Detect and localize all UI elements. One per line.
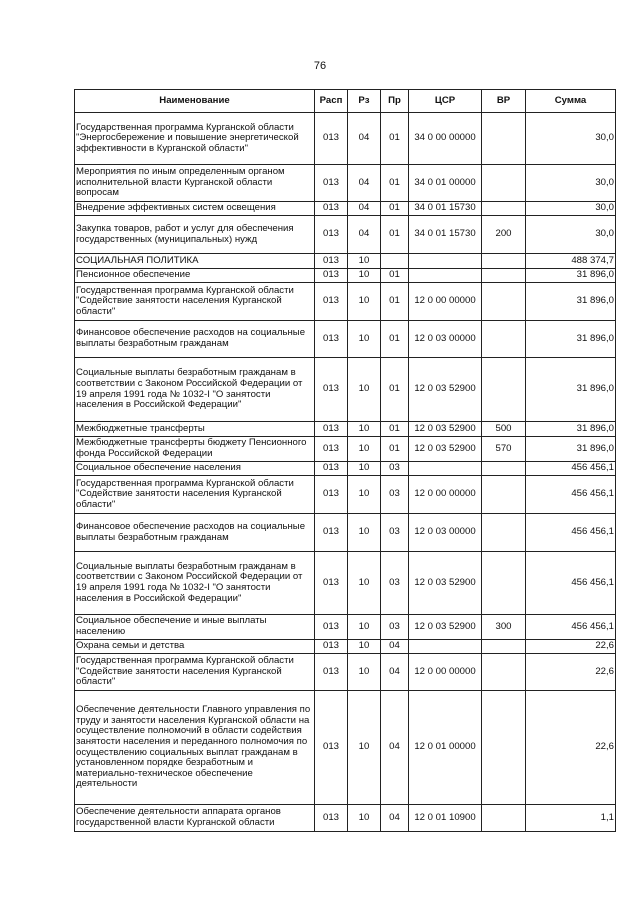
row-pr: 01 [381,113,409,165]
row-rasp: 013 [315,640,348,654]
row-rasp: 013 [315,269,348,283]
row-sum: 456 456,1 [526,552,616,615]
row-name: СОЦИАЛЬНАЯ ПОЛИТИКА [75,254,315,269]
row-pr: 01 [381,165,409,202]
row-rz: 04 [348,216,381,254]
row-rasp: 013 [315,552,348,615]
row-name: Внедрение эффективных систем освещения [75,202,315,216]
row-csr: 12 0 03 52900 [409,552,482,615]
row-rasp: 013 [315,165,348,202]
row-sum: 31 896,0 [526,358,616,422]
row-vr [482,640,526,654]
column-header-rasp: Расп [315,90,348,113]
table-row [75,654,616,691]
row-rasp: 013 [315,216,348,254]
row-sum: 22,6 [526,691,616,805]
row-vr: 300 [482,615,526,640]
row-vr [482,321,526,358]
row-rasp: 013 [315,691,348,805]
row-rasp: 013 [315,437,348,462]
table-row [75,514,616,552]
row-rasp: 013 [315,476,348,514]
column-header-vr: ВР [482,90,526,113]
row-sum: 22,6 [526,654,616,691]
column-header-rz: Рз [348,90,381,113]
row-rasp: 013 [315,462,348,476]
row-rz: 10 [348,640,381,654]
table-row [75,358,616,422]
row-pr: 04 [381,805,409,832]
row-pr: 01 [381,269,409,283]
row-rasp: 013 [315,113,348,165]
row-vr: 500 [482,422,526,437]
table-row [75,113,616,165]
row-rz: 10 [348,321,381,358]
row-csr: 12 0 03 52900 [409,422,482,437]
row-sum: 456 456,1 [526,615,616,640]
row-csr [409,254,482,269]
table-row [75,691,616,805]
table-row [75,615,616,640]
row-sum: 1,1 [526,805,616,832]
row-name: Государственная программа Курганской области "Энергосбережение и повышение энергетической эффективности в Курганской области" [75,113,315,165]
row-pr: 01 [381,358,409,422]
row-sum: 31 896,0 [526,437,616,462]
row-sum: 31 896,0 [526,269,616,283]
row-pr [381,254,409,269]
row-sum: 30,0 [526,202,616,216]
row-sum: 456 456,1 [526,462,616,476]
row-rz: 10 [348,269,381,283]
row-rz: 04 [348,165,381,202]
row-rz: 10 [348,254,381,269]
row-vr [482,254,526,269]
row-csr: 12 0 03 52900 [409,437,482,462]
row-vr [482,358,526,422]
row-pr: 03 [381,615,409,640]
row-vr [482,654,526,691]
row-csr: 34 0 01 15730 [409,216,482,254]
row-sum: 22,6 [526,640,616,654]
row-name: Обеспечение деятельности Главного управления по труду и занятости населения Курганской области на осуществление полномочий в области содействия занятости населения и переданного полномочия по осуществлению социальных выплат гражданам в установленном порядке безработным и материально-техническое обеспечение деятельности [75,691,315,805]
row-rz: 10 [348,615,381,640]
table-row [75,552,616,615]
row-csr: 12 0 03 52900 [409,358,482,422]
row-name: Социальное обеспечение и иные выплаты населению [75,615,315,640]
row-rz: 04 [348,202,381,216]
row-csr [409,462,482,476]
row-rasp: 013 [315,422,348,437]
row-pr: 01 [381,321,409,358]
row-csr: 12 0 00 00000 [409,283,482,321]
row-name: Пенсионное обеспечение [75,269,315,283]
row-rasp: 013 [315,805,348,832]
row-sum: 30,0 [526,216,616,254]
column-header-name: Наименование [75,90,315,113]
row-csr: 12 0 00 00000 [409,476,482,514]
row-rasp: 013 [315,358,348,422]
page-number: 76 [313,60,327,72]
column-header-sum: Сумма [526,90,616,113]
row-rz: 10 [348,514,381,552]
row-rasp: 013 [315,514,348,552]
row-rasp: 013 [315,254,348,269]
row-csr: 34 0 01 15730 [409,202,482,216]
row-csr [409,269,482,283]
row-csr: 12 0 01 00000 [409,691,482,805]
row-rasp: 013 [315,202,348,216]
row-vr [482,269,526,283]
row-csr [409,640,482,654]
row-pr: 03 [381,514,409,552]
row-name: Межбюджетные трансферты бюджету Пенсионного фонда Российской Федерации [75,437,315,462]
table-row [75,283,616,321]
row-sum: 31 896,0 [526,321,616,358]
row-rasp: 013 [315,321,348,358]
table-row [75,269,616,283]
row-csr: 34 0 01 00000 [409,165,482,202]
row-pr: 03 [381,552,409,615]
row-vr [482,514,526,552]
row-name: Социальные выплаты безработным гражданам в соответствии с Законом Российской Федерации от 19 апреля 1991 года № 1032-I "О занятости населения в Российской Федерации" [75,552,315,615]
row-vr [482,202,526,216]
row-rz: 10 [348,476,381,514]
row-rz: 10 [348,283,381,321]
table-row [75,254,616,269]
column-header-pr: Пр [381,90,409,113]
row-pr: 04 [381,691,409,805]
table-row [75,422,616,437]
row-rz: 10 [348,358,381,422]
row-rz: 04 [348,113,381,165]
row-name: Социальные выплаты безработным гражданам в соответствии с Законом Российской Федерации от 19 апреля 1991 года № 1032-I "О занятости населения в Российской Федерации" [75,358,315,422]
row-vr [482,552,526,615]
row-rasp: 013 [315,654,348,691]
row-pr: 03 [381,476,409,514]
row-vr [482,113,526,165]
row-sum: 456 456,1 [526,514,616,552]
row-name: Закупка товаров, работ и услуг для обеспечения государственных (муниципальных) нужд [75,216,315,254]
row-pr: 01 [381,437,409,462]
table-row [75,437,616,462]
row-name: Охрана семьи и детства [75,640,315,654]
row-csr: 12 0 01 10900 [409,805,482,832]
row-name: Государственная программа Курганской области "Содействие занятости населения Курганской области" [75,654,315,691]
row-rz: 10 [348,437,381,462]
row-vr [482,165,526,202]
row-vr: 570 [482,437,526,462]
row-csr: 12 0 03 00000 [409,514,482,552]
row-vr [482,462,526,476]
row-sum: 488 374,7 [526,254,616,269]
row-csr: 34 0 00 00000 [409,113,482,165]
row-name: Обеспечение деятельности аппарата органов государственной власти Курганской области [75,805,315,832]
row-csr: 12 0 03 00000 [409,321,482,358]
row-name: Мероприятия по иным определенным органом исполнительной власти Курганской области вопросам [75,165,315,202]
row-sum: 30,0 [526,165,616,202]
table-row [75,640,616,654]
row-rz: 10 [348,805,381,832]
row-vr [482,283,526,321]
row-name: Социальное обеспечение населения [75,462,315,476]
row-csr: 12 0 00 00000 [409,654,482,691]
row-sum: 30,0 [526,113,616,165]
row-sum: 456 456,1 [526,476,616,514]
table-row [75,216,616,254]
budget-table [74,89,616,832]
table-row [75,462,616,476]
row-pr: 01 [381,216,409,254]
table-row [75,202,616,216]
column-header-csr: ЦСР [409,90,482,113]
row-csr: 12 0 03 52900 [409,615,482,640]
row-name: Государственная программа Курганской области "Содействие занятости населения Курганской области" [75,283,315,321]
row-pr: 04 [381,640,409,654]
row-sum: 31 896,0 [526,422,616,437]
row-rz: 10 [348,462,381,476]
row-rasp: 013 [315,615,348,640]
row-vr: 200 [482,216,526,254]
row-rz: 10 [348,552,381,615]
row-pr: 01 [381,202,409,216]
row-pr: 04 [381,654,409,691]
row-vr [482,476,526,514]
table-row [75,321,616,358]
row-name: Межбюджетные трансферты [75,422,315,437]
row-rz: 10 [348,654,381,691]
table-row [75,805,616,832]
row-name: Финансовое обеспечение расходов на социальные выплаты безработным гражданам [75,514,315,552]
row-rz: 10 [348,422,381,437]
row-rasp: 013 [315,283,348,321]
row-pr: 03 [381,462,409,476]
row-vr [482,691,526,805]
row-pr: 01 [381,283,409,321]
row-sum: 31 896,0 [526,283,616,321]
row-rz: 10 [348,691,381,805]
table-row [75,165,616,202]
row-name: Финансовое обеспечение расходов на социальные выплаты безработным гражданам [75,321,315,358]
row-vr [482,805,526,832]
row-name: Государственная программа Курганской области "Содействие занятости населения Курганской области" [75,476,315,514]
table-header-row [75,90,616,113]
table-row [75,476,616,514]
row-pr: 01 [381,422,409,437]
